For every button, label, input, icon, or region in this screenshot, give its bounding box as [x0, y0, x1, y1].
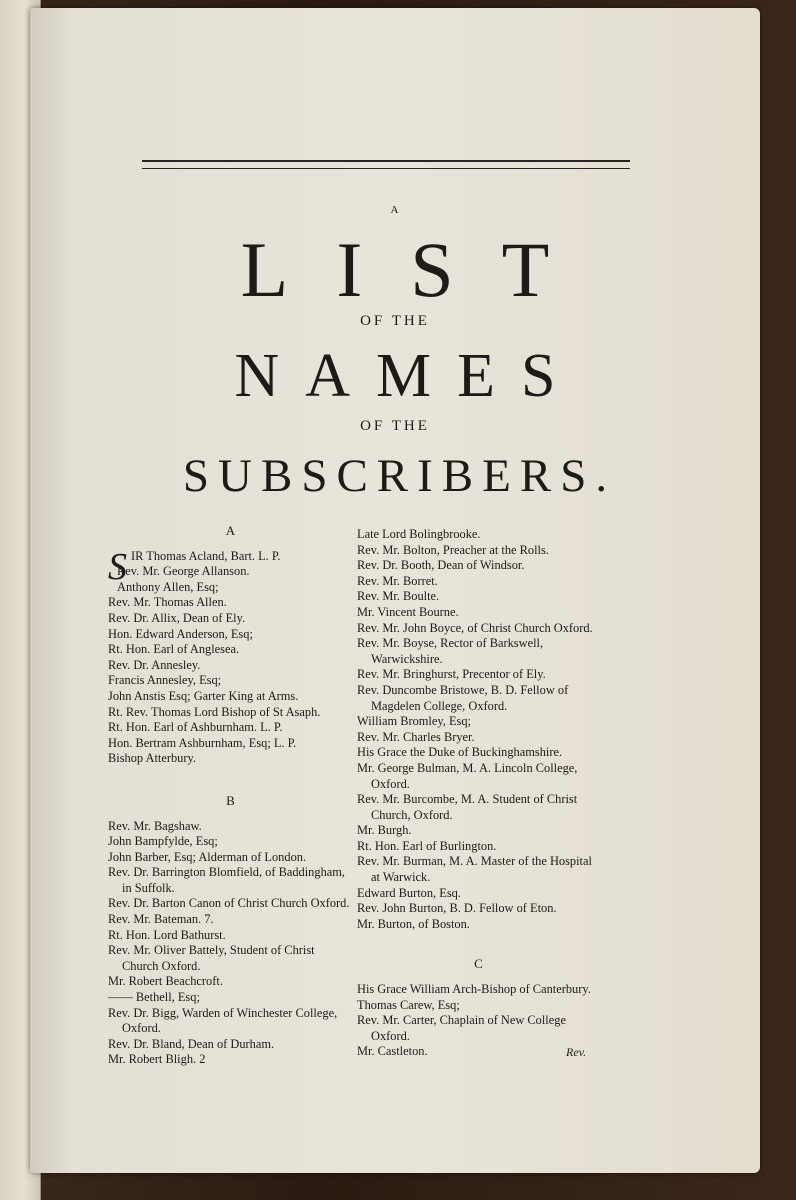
list-item: Rev. Dr. Barton Canon of Christ Church Oxford. [108, 896, 350, 911]
list-item: Mr. Burton, of Boston. [357, 916, 470, 931]
list-item: Rev. Mr. Borret. [357, 573, 438, 588]
section-a-list [108, 564, 353, 767]
list-item: Rev. Duncombe Bristowe, B. D. Fellow of Magdelen College, Oxford. [357, 682, 569, 713]
list-item: —— Bethell, Esq; [108, 990, 200, 1005]
list-item: Rev. Mr. Charles Bryer. [357, 729, 475, 744]
drop-cap: S [108, 545, 127, 588]
list-item: Bishop Atterbury. [108, 751, 196, 766]
list-item: Rt. Hon. Earl of Ashburnham. L. P. [108, 720, 283, 735]
list-item: Mr. Castleton. [357, 1044, 428, 1059]
list-item: Anthony Allen, Esq; [117, 579, 219, 594]
double-rule-bottom [142, 168, 630, 169]
catchword: Rev. [566, 1045, 587, 1059]
list-item: Francis Annesley, Esq; [108, 673, 222, 688]
list-item: Rev. Mr. John Boyce, of Christ Church Oxford. [357, 620, 593, 635]
list-item: Rev. Dr. Bland, Dean of Durham. [108, 1036, 275, 1051]
list-item: Mr. Burgh. [357, 823, 412, 838]
list-item: Rt. Rev. Thomas Lord Bishop of St Asaph. [108, 704, 321, 719]
list-item: John Barber, Esq; Alderman of London. [108, 849, 307, 864]
list-item: Rev. Mr. Bagshaw. [108, 818, 202, 833]
list-item: Hon. Edward Anderson, Esq; [108, 626, 253, 641]
list-item: Rev. Mr. Carter, Chaplain of New College Oxford. [357, 1013, 566, 1043]
list-item: Edward Burton, Esq. [357, 885, 461, 900]
list-item: Rev. Mr. Thomas Allen. [108, 595, 227, 610]
list-item: Rev. Mr. Bateman. 7. [108, 912, 214, 927]
title-list: LIST [240, 226, 598, 313]
list-item: Rev. Dr. Allix, Dean of Ely. [108, 610, 246, 625]
list-item: Rev. Dr. Booth, Dean of Windsor. [357, 558, 525, 573]
right-column [357, 527, 600, 1060]
list-item: John Bampfylde, Esq; [108, 834, 218, 849]
list-item: Hon. Bertram Ashburnham, Esq; L. P. [108, 735, 297, 750]
title-subscribers: SUBSCRIBERS. [182, 450, 617, 502]
list-item: Rev. Mr. Burman, M. A. Master of the Hospital at Warwick. [357, 854, 592, 885]
title-of-the-1: OF THE [360, 313, 430, 329]
list-item: Rev. John Burton, B. D. Fellow of Eton. [357, 901, 557, 916]
section-letter-b: B [226, 792, 235, 808]
section-letter-c: C [474, 956, 483, 972]
list-item: Rev. Mr. Bolton, Preacher at the Rolls. [357, 542, 549, 557]
book-page [30, 8, 760, 1173]
list-item: Thomas Carew, Esq; [357, 997, 460, 1012]
list-item-text: IR Thomas Acland, Bart. L. P. [131, 548, 281, 563]
list-item: Rev. Mr. Boulte. [357, 589, 440, 604]
list-item: His Grace the Duke of Buckinghamshire. [357, 745, 563, 760]
list-item: William Bromley, Esq; [357, 714, 471, 729]
list-item: Rev. Dr. Barrington Blomfield, of Baddingham, in Suffolk. [108, 865, 345, 895]
title-names: NAMES [234, 342, 582, 410]
list-item: Rev. Mr. Burcombe, M. A. Student of Christ Church, Oxford. [357, 792, 578, 822]
left-column [108, 523, 353, 1068]
section-letter-a: A [225, 523, 236, 538]
title-of-the-2: OF THE [360, 418, 430, 434]
list-item: John Anstis Esq; Garter King at Arms. [108, 688, 299, 703]
list-item: Rt. Hon. Earl of Anglesea. [108, 642, 240, 657]
list-item: Rev. Mr. George Allanson. [117, 564, 250, 579]
list-item: Mr. Vincent Bourne. [357, 604, 459, 619]
list-item: Rev. Mr. Boyse, Rector of Barkswell, Warwickshire. [357, 636, 544, 666]
list-item: Mr. George Bulman, M. A. Lincoln College, Oxford. [357, 760, 578, 791]
list-item: Mr. Robert Beachcroft. [108, 974, 223, 989]
section-b-list-right [357, 527, 600, 932]
title-article: A [390, 204, 400, 216]
list-item: Mr. Robert Bligh. 2 [108, 1052, 206, 1067]
list-item: Rt. Hon. Lord Bathurst. [108, 927, 226, 942]
list-item: Rev. Mr. Bringhurst, Precentor of Ely. [357, 667, 546, 682]
section-c-list [357, 982, 600, 1060]
list-item: Rev. Dr. Bigg, Warden of Winchester College, Oxford. [108, 1005, 338, 1036]
section-b-list-left [108, 819, 353, 1069]
list-item: Rev. Dr. Annesley. [108, 657, 201, 672]
double-rule-top [142, 160, 630, 162]
list-item: Rev. Mr. Oliver Battely, Student of Christ Church Oxford. [108, 943, 315, 973]
list-item: His Grace William Arch-Bishop of Canterbury. [357, 982, 591, 997]
list-item: Rt. Hon. Earl of Burlington. [357, 838, 497, 853]
list-item: Late Lord Bolingbrooke. [357, 527, 481, 541]
